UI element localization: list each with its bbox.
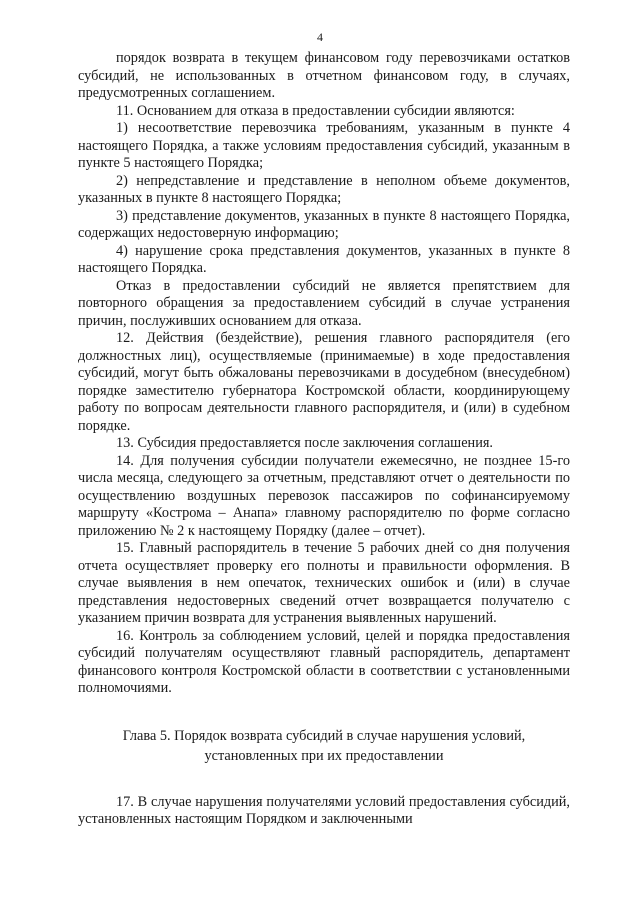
paragraph-continuation: порядок возврата в текущем финансовом году перевозчиками остатков субсидий, не использованных в отчетном финансовом году, в случаях, предусмотренных соглашением. xyxy=(78,50,570,101)
paragraph-16: 16. Контроль за соблюдением условий, целей и порядка предоставления субсидий получателям осуществляют главный распорядитель, департамент финансового контроля Костромской области в соответствии с установленными полномочиями. xyxy=(78,627,570,696)
paragraph-11-item-4: 4) нарушение срока представления документов, указанных в пункте 8 настоящего Порядка. xyxy=(78,242,570,276)
chapter-heading-line-1: Глава 5. Порядок возврата субсидий в случае нарушения условий, xyxy=(122,727,526,744)
page-number: 4 xyxy=(317,30,323,44)
chapter-heading-line-2: установленных при их предоставлении xyxy=(204,747,444,764)
chapter-heading xyxy=(78,726,570,766)
paragraph-14: 14. Для получения субсидии получатели ежемесячно, не позднее 15-го числа месяца, следующего за отчетным, представляют отчет о деятельности по осуществлению воздушных перевозок пассажиров по софинансируемому маршруту «Кострома – Анапа» главному распорядителю по форме согласно приложению № 2 к настоящему Порядку (далее – отчет). xyxy=(78,452,570,539)
paragraph-12: 12. Действия (бездействие), решения главного распорядителя (его должностных лиц), осуществляемые (принимаемые) в ходе предоставления субсидий, могут быть обжалованы перевозчиками в досудебном (внесудебном) порядке заместителю губернатора Костромской области, координирующему работу по вопросам деятельности главного распорядителя, и (или) в судебном порядке. xyxy=(78,330,570,434)
paragraph-17: 17. В случае нарушения получателями условий предоставления субсидий, установленных настоящим Порядком и заключенными xyxy=(78,793,570,827)
paragraph-11-item-1: 1) несоответствие перевозчика требованиям, указанным в пункте 4 настоящего Порядка, а также условиям предоставления субсидий, указанным в пункте 5 настоящего Порядка; xyxy=(78,120,570,171)
paragraph-11-item-3: 3) представление документов, указанных в пункте 8 настоящего Порядка, содержащих недостоверную информацию; xyxy=(78,207,570,241)
paragraph-refusal-note: Отказ в предоставлении субсидий не является препятствием для повторного обращения за предоставлением субсидий в случае устранения причин, послуживших основанием для отказа. xyxy=(78,277,570,329)
paragraph-11-item-2: 2) непредставление и представление в неполном объеме документов, указанных в пункте 8 настоящего Порядка; xyxy=(78,172,570,206)
document-body xyxy=(78,50,570,829)
paragraph-11: 11. Основанием для отказа в предоставлении субсидии являются: xyxy=(116,102,515,119)
paragraph-15: 15. Главный распорядитель в течение 5 рабочих дней со дня получения отчета осуществляет проверку его полноты и правильности оформления. В случае выявления в нем опечаток, технических ошибок и (или) в случае представления недостоверных сведений отчет возвращается получателю с указанием причин возврата для устранения выявленных нарушений. xyxy=(78,540,570,626)
paragraph-13: 13. Субсидия предоставляется после заключения соглашения. xyxy=(116,435,493,451)
